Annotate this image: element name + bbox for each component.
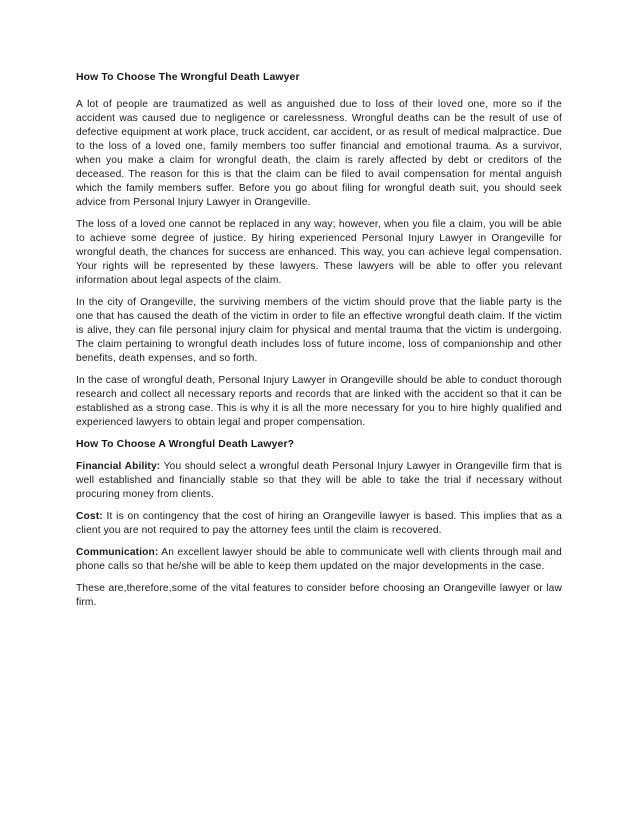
- closing-paragraph: These are,therefore,some of the vital features to consider before choosing an Orangeville lawyer or law firm.: [76, 583, 562, 608]
- research-paragraph: In the case of wrongful death, Personal Injury Lawyer in Orangeville should be able to conduct thorough research and collect all necessary reports and records that are linked with the accident so that it can be established as a strong case. This is why it is all the more necessary for you to hire highly qualified and experienced lawyers to obtain legal and proper compensation.: [76, 375, 562, 428]
- criterion-text: You should select a wrongful death Personal Injury Lawyer in Orangeville firm that is well established and financially stable so that they will be able to take the trial if necessary without procuring money from clients.: [76, 461, 562, 500]
- criterion-label: Cost:: [76, 511, 103, 522]
- criterion-communication: [76, 546, 562, 574]
- liability-paragraph: In the city of Orangeville, the surviving members of the victim should prove that the liable party is the one that has caused the death of the victim in order to file an effective wrongful death claim. If the victim is alive, they can file personal injury claim for physical and mental trauma that the victim is undergoing. The claim pertaining to wrongful death includes loss of future income, loss of companionship and other benefits, death expenses, and so forth.: [76, 297, 562, 364]
- justice-paragraph: The loss of a loved one cannot be replaced in any way; however, when you file a claim, you will be able to achieve some degree of justice. By hiring experienced Personal Injury Lawyer in Orangeville for wrongful death, the chances for success are enhanced. This way, you can achieve legal compensation. Your rights will be represented by these lawyers. These lawyers will be able to offer you relevant information about legal aspects of the claim.: [76, 219, 562, 286]
- criterion-label: Communication:: [76, 547, 159, 558]
- criterion-cost: [76, 510, 562, 538]
- document-title: How To Choose The Wrongful Death Lawyer: [76, 72, 300, 83]
- criterion-text: An excellent lawyer should be able to communicate well with clients through mail and phone calls so that he/she will be able to keep them updated on the major developments in the case.: [76, 547, 562, 572]
- document-body: [76, 71, 562, 618]
- criterion-financial-ability: [76, 460, 562, 502]
- section-heading: How To Choose A Wrongful Death Lawyer?: [76, 439, 295, 450]
- criterion-label: Financial Ability:: [76, 461, 161, 472]
- intro-paragraph: A lot of people are traumatized as well as anguished due to loss of their loved one, more so if the accident was caused due to negligence or carelessness. Wrongful deaths can be the result of use of defective equipment at work place, truck accident, car accident, or as result of medical malpractice. Due to the loss of a loved one, family members too suffer financial and emotional trauma. As a survivor, when you make a claim for wrongful death, the claim is rarely affected by debt or creditors of the deceased. The reason for this is that the claim can be filed to avail compensation for mental anguish which the family members suffer. Before you go about filing for wrongful death suit, you should seek advice from Personal Injury Lawyer in Orangeville.: [76, 99, 562, 208]
- criterion-text: It is on contingency that the cost of hiring an Orangeville lawyer is based. This implies that as a client you are not required to pay the attorney fees until the claim is recovered.: [76, 511, 562, 536]
